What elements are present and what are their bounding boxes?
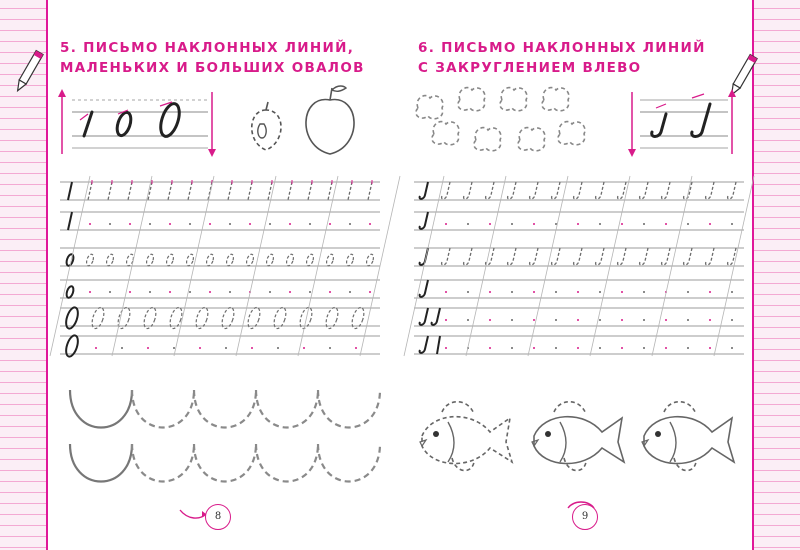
margin-rule xyxy=(0,547,46,548)
margin-rule xyxy=(754,305,800,306)
margin-rule xyxy=(0,371,46,372)
margin-rule xyxy=(754,217,800,218)
margin-rule xyxy=(754,492,800,493)
margin-rule xyxy=(754,52,800,53)
margin-rule xyxy=(0,118,46,119)
margin-rule xyxy=(754,140,800,141)
margin-rule xyxy=(0,151,46,152)
arch-tracing-exercise xyxy=(60,384,380,494)
margin-rule xyxy=(0,19,46,20)
margin-rule xyxy=(0,272,46,273)
margin-rule xyxy=(754,118,800,119)
margin-rule xyxy=(0,459,46,460)
margin-rule xyxy=(754,162,800,163)
margin-rule xyxy=(754,338,800,339)
fish-icon xyxy=(532,402,624,471)
left-page-title xyxy=(60,38,365,78)
margin-rule xyxy=(754,404,800,405)
margin-rule xyxy=(0,536,46,537)
margin-rule xyxy=(0,338,46,339)
margin-rule xyxy=(754,129,800,130)
sample-letters-box xyxy=(58,92,218,157)
margin-rule xyxy=(0,283,46,284)
sample-hooks-box xyxy=(628,92,738,157)
margin-rule xyxy=(0,173,46,174)
margin-rule xyxy=(754,30,800,31)
margin-rule xyxy=(754,74,800,75)
margin-rule xyxy=(754,393,800,394)
margin-rule xyxy=(0,228,46,229)
left-title-line2: МАЛЕНЬКИХ И БОЛЬШИХ ОВАЛОВ xyxy=(60,60,365,76)
margin-rule xyxy=(0,404,46,405)
margin-rule xyxy=(0,206,46,207)
margin-rule xyxy=(0,261,46,262)
margin-rule xyxy=(0,437,46,438)
margin-rule xyxy=(0,8,46,9)
margin-rule xyxy=(754,426,800,427)
margin-rule xyxy=(754,349,800,350)
margin-rule xyxy=(0,426,46,427)
margin-rule xyxy=(0,239,46,240)
margin-rule xyxy=(0,525,46,526)
swirl-icon xyxy=(178,508,208,522)
right-decorative-margin xyxy=(752,0,800,550)
right-practice-lines xyxy=(414,176,744,366)
left-practice-lines xyxy=(60,176,380,366)
margin-rule xyxy=(754,470,800,471)
margin-rule xyxy=(754,283,800,284)
margin-rule xyxy=(0,349,46,350)
margin-rule xyxy=(0,316,46,317)
margin-rule xyxy=(754,327,800,328)
margin-rule xyxy=(0,514,46,515)
margin-rule xyxy=(754,536,800,537)
margin-rule xyxy=(754,415,800,416)
margin-rule xyxy=(754,8,800,9)
margin-rule xyxy=(0,30,46,31)
margin-rule xyxy=(754,437,800,438)
margin-rule xyxy=(0,360,46,361)
margin-rule xyxy=(754,107,800,108)
margin-rule xyxy=(754,272,800,273)
margin-rule xyxy=(0,503,46,504)
margin-rule xyxy=(754,41,800,42)
margin-rule xyxy=(0,393,46,394)
margin-rule xyxy=(754,184,800,185)
margin-rule xyxy=(754,481,800,482)
margin-rule xyxy=(0,294,46,295)
margin-rule xyxy=(754,382,800,383)
right-title-line2: С ЗАКРУГЛЕНИЕМ ВЛЕВО xyxy=(418,60,642,76)
margin-rule xyxy=(0,415,46,416)
fish-icon xyxy=(642,402,734,471)
margin-rule xyxy=(754,525,800,526)
right-page-number: 9 xyxy=(572,504,598,530)
margin-rule xyxy=(0,184,46,185)
margin-rule xyxy=(0,481,46,482)
margin-rule xyxy=(0,140,46,141)
right-page-title xyxy=(418,38,706,78)
margin-rule xyxy=(0,217,46,218)
margin-rule xyxy=(754,19,800,20)
margin-rule xyxy=(754,459,800,460)
margin-rule xyxy=(754,151,800,152)
margin-rule xyxy=(0,129,46,130)
margin-rule xyxy=(754,250,800,251)
margin-rule xyxy=(0,250,46,251)
margin-rule xyxy=(754,547,800,548)
apple-icon xyxy=(240,80,370,160)
margin-rule xyxy=(0,448,46,449)
margin-rule xyxy=(754,448,800,449)
margin-rule xyxy=(754,294,800,295)
margin-rule xyxy=(0,162,46,163)
margin-rule xyxy=(0,305,46,306)
margin-rule xyxy=(754,228,800,229)
right-title-line1: 6. ПИСЬМО НАКЛОННЫХ ЛИНИЙ xyxy=(418,40,706,56)
margin-rule xyxy=(0,107,46,108)
margin-rule xyxy=(754,316,800,317)
margin-rule xyxy=(754,514,800,515)
fish-icon xyxy=(420,402,512,471)
left-page-number: 8 xyxy=(205,504,231,530)
margin-rule xyxy=(754,195,800,196)
margin-rule xyxy=(754,360,800,361)
fish-tracing-exercise xyxy=(412,392,742,492)
cloud-tracing-exercise xyxy=(410,86,600,166)
margin-rule xyxy=(0,41,46,42)
margin-rule xyxy=(754,85,800,86)
margin-rule xyxy=(754,173,800,174)
margin-rule xyxy=(754,206,800,207)
margin-rule xyxy=(754,503,800,504)
margin-rule xyxy=(0,195,46,196)
margin-rule xyxy=(754,239,800,240)
pencil-icon xyxy=(14,48,44,98)
margin-rule xyxy=(754,371,800,372)
margin-rule xyxy=(754,96,800,97)
margin-rule xyxy=(0,492,46,493)
margin-rule xyxy=(0,382,46,383)
margin-rule xyxy=(0,470,46,471)
margin-rule xyxy=(0,327,46,328)
left-title-line1: 5. ПИСЬМО НАКЛОННЫХ ЛИНИЙ, xyxy=(60,40,355,56)
margin-rule xyxy=(754,63,800,64)
margin-rule xyxy=(754,261,800,262)
